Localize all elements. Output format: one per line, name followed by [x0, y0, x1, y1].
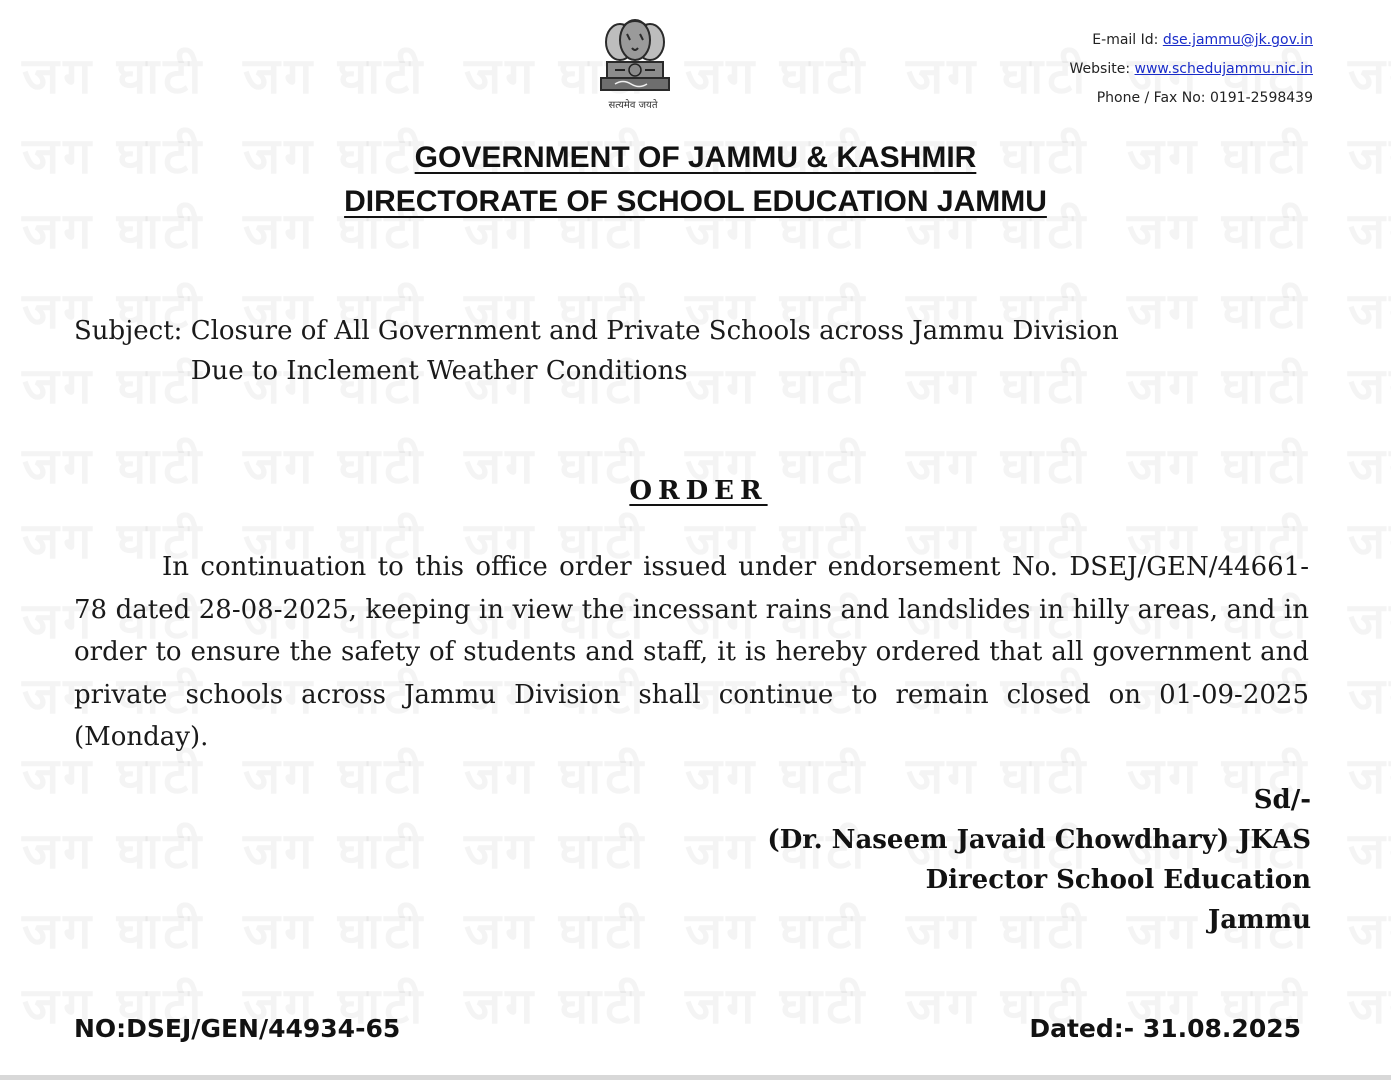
watermark-text — [22, 40, 243, 108]
government-title — [0, 141, 1391, 175]
watermark-text — [464, 895, 685, 963]
signature-sd: Sd/- — [1253, 785, 1311, 815]
watermark-text — [1348, 970, 1391, 1038]
watermark-text — [1348, 585, 1391, 653]
email-link[interactable]: dse.jammu@jk.gov.in — [1162, 32, 1313, 48]
signatory-place: Jammu — [1207, 905, 1311, 935]
website-label: Website: — [1069, 61, 1131, 77]
watermark-text — [1348, 740, 1391, 808]
signatory-designation: Director School Education — [925, 865, 1311, 895]
signature-block — [767, 780, 1311, 940]
directorate-title — [0, 185, 1391, 219]
watermark-text — [1348, 815, 1391, 883]
order-heading — [0, 476, 1391, 506]
contact-block — [1070, 26, 1313, 113]
email-line — [1070, 26, 1313, 55]
website-line — [1070, 55, 1313, 84]
watermark-text — [1348, 350, 1391, 418]
directorate-title-text: DIRECTORATE OF SCHOOL EDUCATION JAMMU — [344, 185, 1047, 218]
watermark-text — [1348, 40, 1391, 108]
subject-block — [74, 311, 1291, 391]
subject-text — [191, 311, 1291, 391]
website-link[interactable]: www.schedujammu.nic.in — [1134, 61, 1313, 77]
order-date: Dated:- 31.08.2025 — [1029, 1014, 1301, 1043]
page-bottom-edge — [0, 1075, 1391, 1080]
watermark-text — [1348, 505, 1391, 573]
watermark-text — [22, 815, 243, 883]
watermark-text — [1348, 660, 1391, 728]
phone-line: Phone / Fax No: 0191-2598439 — [1096, 90, 1313, 106]
signatory-name: (Dr. Naseem Javaid Chowdhary) JKAS — [767, 825, 1311, 855]
watermark-text — [464, 815, 685, 883]
watermark-text — [1348, 275, 1391, 343]
watermark-text — [685, 970, 906, 1038]
watermark-text — [464, 970, 685, 1038]
emblem-motto: सत्यमेव जयते — [608, 100, 658, 111]
subject-label: Subject: — [74, 316, 183, 346]
government-title-text: GOVERNMENT OF JAMMU & KASHMIR — [414, 141, 977, 174]
watermark-text — [243, 895, 464, 963]
email-label: E-mail Id: — [1092, 32, 1159, 48]
watermark-text — [243, 815, 464, 883]
subject-line-2: Due to Inclement Weather Conditions — [190, 356, 688, 386]
subject-line-1: Closure of All Government and Private Schools across Jammu Division — [190, 316, 1119, 346]
watermark-text — [1348, 895, 1391, 963]
order-number: NO:DSEJ/GEN/44934-65 — [74, 1014, 401, 1043]
watermark-text — [685, 40, 906, 108]
watermark-text — [243, 40, 464, 108]
watermark-text — [22, 895, 243, 963]
order-body: In continuation to this office order issued under endorsement No. DSEJ/GEN/44661-78 dated 28-08-2025, keeping in view the incessant rains and landslides in hilly areas, and in order to ensure the safety of students and staff, it is hereby ordered that all government and private schools across Jammu Division shall continue to remain closed on 01-09-2025 (Monday). — [74, 552, 1309, 752]
order-heading-text: ORDER — [629, 476, 768, 506]
